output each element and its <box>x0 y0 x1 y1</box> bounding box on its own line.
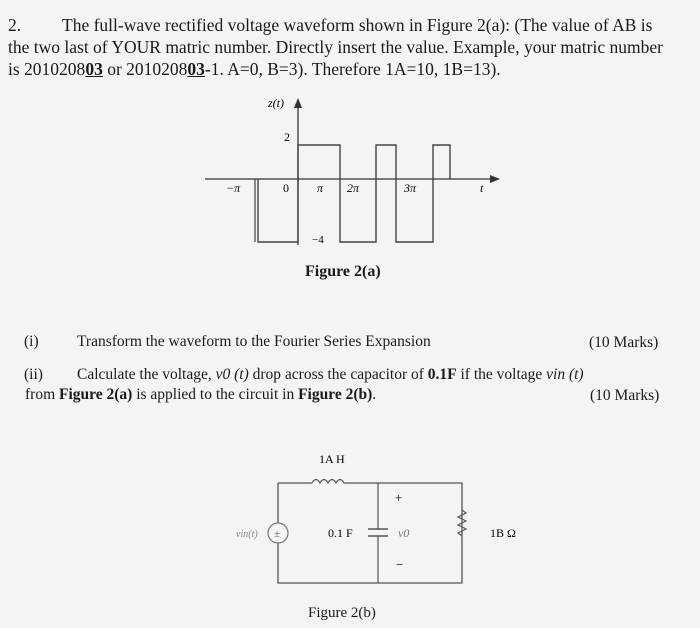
question-line-1: The full-wave rectified voltage waveform shown in Figure 2(a): (The value of AB is <box>62 15 653 35</box>
circuit-figure <box>0 430 700 628</box>
task-ii-line-1: Calculate the voltage, v0 (t) drop across the capacitor of 0.1F if the voltage vin (t) <box>77 366 584 383</box>
task-i-text: Transform the waveform to the Fourier Series Expansion <box>77 333 431 350</box>
vout-label: v0 <box>398 526 410 540</box>
tick-neg-pi: −π <box>226 181 241 195</box>
question-line-3: is 201020803 or 201020803-1. A=0, B=3). Therefore 1A=10, 1B=13). <box>8 59 501 79</box>
svg-text:±: ± <box>274 528 281 540</box>
x-axis-label: t <box>480 181 484 195</box>
tick-pi: π <box>317 181 324 195</box>
vout-plus: + <box>395 490 403 505</box>
figure-b-caption: Figure 2(b) <box>308 605 376 621</box>
task-ii-number: (ii) <box>24 366 43 383</box>
task-i-number: (i) <box>24 333 39 350</box>
y-axis-label: z(t) <box>268 96 284 110</box>
capacitor-label: 0.1 F <box>328 526 353 540</box>
figure-a-caption: Figure 2(a) <box>305 263 381 280</box>
inductor-label: 1A H <box>319 452 345 466</box>
level-high-label: 2 <box>284 130 290 144</box>
inductor-symbol <box>312 480 346 484</box>
waveform-figure <box>0 0 700 300</box>
resistor-label: 1B Ω <box>490 526 516 540</box>
task-ii-marks: (10 Marks) <box>590 387 660 404</box>
tick-3pi: 3π <box>404 181 417 195</box>
task-i-marks: (10 Marks) <box>589 334 659 351</box>
task-ii-line-2: from Figure 2(a) is applied to the circuit in Figure 2(b). <box>25 386 377 403</box>
tick-zero: 0 <box>283 181 289 195</box>
tick-2pi: 2π <box>347 181 360 195</box>
vout-minus: − <box>396 557 404 572</box>
question-line-2: the two last of YOUR matric number. Directly insert the value. Example, your matric number <box>8 37 663 57</box>
level-low-label: −4 <box>312 234 324 246</box>
question-number: 2. <box>8 15 22 35</box>
source-label: vin(t) <box>236 529 258 540</box>
